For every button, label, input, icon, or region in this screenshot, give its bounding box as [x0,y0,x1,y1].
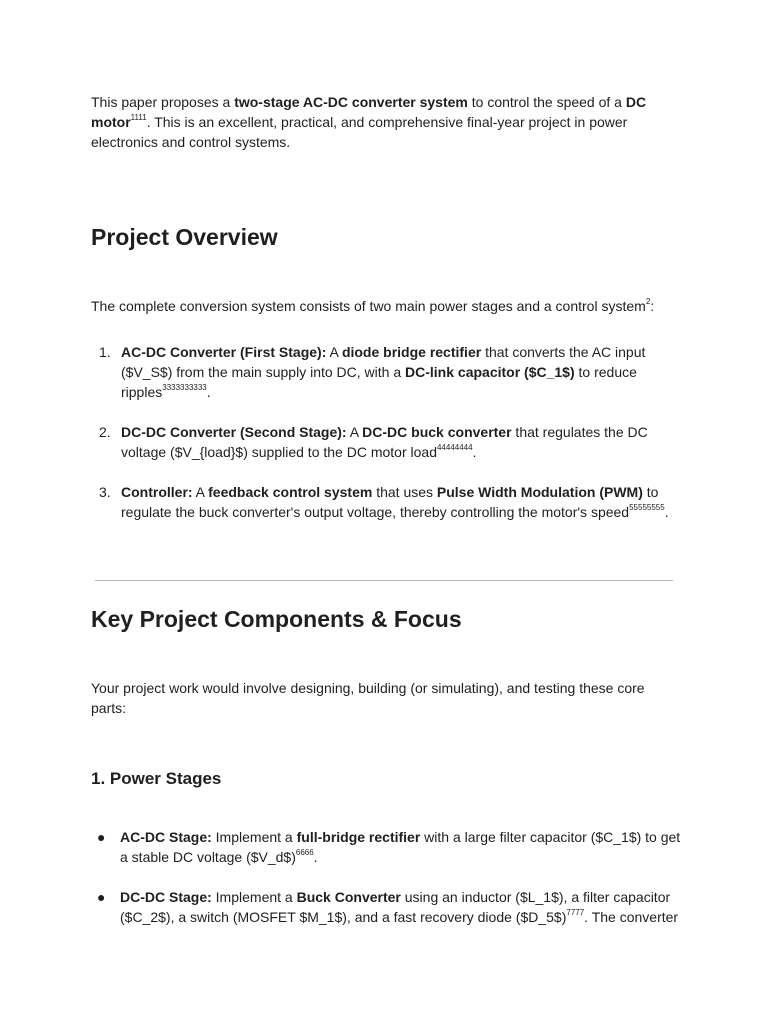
item-text: with a large filter capacitor ($C_1$) to get a stable DC voltage ($V_d$) [120,829,681,865]
overview-colon: : [650,298,655,314]
item-bold: DC-link capacitor ($C_1$) [405,364,575,380]
footnote-ref[interactable]: 6666 [295,848,314,858]
footnote-ref[interactable]: 44444444 [436,443,473,453]
item-end: . [472,444,477,460]
item-bold: feedback control system [208,484,373,500]
footnote-ref[interactable]: 1111 [130,113,147,123]
bullet-icon: ● [97,889,106,905]
footnote-ref[interactable]: 3333333333 [162,383,207,393]
components-paragraph: Your project work would involve designing, building (or simulating), and testing these core parts: [91,680,645,716]
item-end: . The converter [584,909,679,925]
item-end: . [664,504,669,520]
power-stages-list [91,827,681,947]
bullet-icon: ● [97,829,106,845]
overview-text: The complete conversion system consists of two main power stages and a control system [91,298,646,314]
list-item [91,482,681,522]
intro-paragraph [91,92,681,152]
list-number: 3. [99,484,111,500]
section-heading-components: Key Project Components & Focus [91,606,462,632]
horizontal-divider [95,580,673,581]
item-text: that converts the AC input ($V_S$) from the main supply into DC, with a [121,344,646,380]
list-item [91,887,681,927]
item-label: Controller: [121,484,193,500]
list-item [91,422,681,462]
intro-bold-motor: DC motor [91,94,647,130]
item-text: that regulates the DC voltage ($V_{load}$) supplied to the DC motor load [121,424,648,460]
item-end: . [313,849,318,865]
item-text: to reduce ripples [121,364,637,400]
footnote-ref[interactable]: 55555555 [629,503,665,513]
item-text: A [192,484,209,500]
item-end: . [206,384,211,400]
footnote-ref[interactable]: 2 [645,297,651,307]
intro-text: . This is an excellent, practical, and comprehensive final-year project in power electronics and control systems. [91,114,628,150]
item-bold: diode bridge rectifier [341,344,482,360]
item-label: DC-DC Stage: [120,889,212,905]
item-text: A [326,344,342,360]
list-number: 1. [99,344,111,360]
list-item [91,827,681,867]
footnote-ref[interactable]: 7777 [566,908,585,918]
list-number: 2. [99,424,111,440]
item-text: Implement a [211,829,297,845]
overview-paragraph [91,296,691,316]
item-bold: full-bridge rectifier [296,829,421,845]
subsection-heading-power-stages: 1. Power Stages [91,769,222,788]
item-text: that uses [372,484,437,500]
section-heading-overview: Project Overview [91,224,278,250]
overview-list [91,342,681,542]
item-label: AC-DC Converter (First Stage): [121,344,327,360]
item-bold: Buck Converter [296,889,401,905]
item-text: using an inductor ($L_1$), a filter capacitor ($C_2$), a switch (MOSFET $M_1$), and a fast recovery diode ($D_5$) [120,889,671,925]
item-label: AC-DC Stage: [120,829,212,845]
item-label: DC-DC Converter (Second Stage): [121,424,347,440]
intro-bold-system: two-stage AC-DC converter system [234,94,468,110]
intro-text: This paper proposes a [91,94,235,110]
list-item [91,342,681,402]
intro-text: to control the speed of a [467,94,626,110]
item-bold: DC-DC buck converter [362,424,512,440]
item-text: to regulate the buck converter's output voltage, thereby controlling the motor's speed [121,484,659,520]
item-text: Implement a [211,889,297,905]
item-bold: Pulse Width Modulation (PWM) [436,484,643,500]
item-text: A [346,424,363,440]
